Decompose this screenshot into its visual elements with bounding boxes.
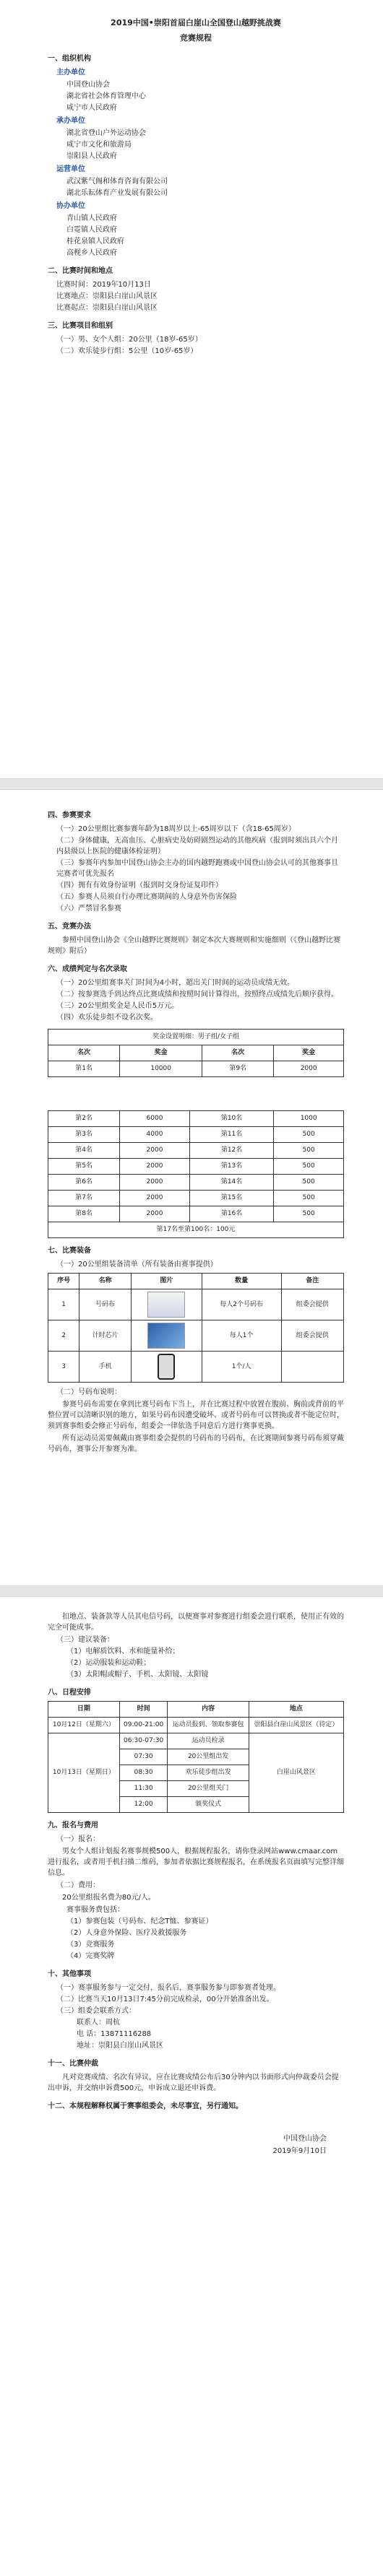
schedule-table <box>48 1701 344 1813</box>
prize-cell: 第4名 <box>48 1143 120 1159</box>
equipment-cell: 2 <box>48 1320 79 1352</box>
prize-row <box>48 1175 344 1191</box>
prize-cell: 第6名 <box>48 1175 120 1191</box>
operator-item: 湖北乐耘体育产业发展有限公司 <box>66 189 168 197</box>
equipment-cell <box>281 1352 343 1383</box>
signup-text: 男女个人组计划报名赛事规模500人，根据规程报名，请你登录网站www.cmaar.com进行报名，或者用手机扫描二维码，参加者依据比赛规程报名，在系统报名页面填写完整详细信息。 <box>48 1848 344 1877</box>
suggested-gear-item: （1）电解质饮料、水和能量补给； <box>66 1648 180 1655</box>
schedule-cell: 崇阳县白崖山风景区（待定） <box>249 1718 343 1733</box>
equipment-cell: 计时芯片 <box>79 1320 132 1352</box>
host-heading: 主办单位 <box>56 69 85 77</box>
prize-header: 奖金 <box>120 1045 202 1061</box>
prize-cell: 2000 <box>120 1159 190 1175</box>
prize-cell: 500 <box>274 1143 344 1159</box>
schedule-header: 内容 <box>168 1702 249 1718</box>
prize-cell: 4000 <box>120 1127 190 1143</box>
section-other: 十、其他事项 <box>48 1970 91 1978</box>
ranking-item: （二）按参赛选手到达终点比赛成绩和按照时间计算得出，按照终点成绩先后顺序获得。 <box>56 991 338 998</box>
schedule-cell: 12:00 <box>119 1797 168 1813</box>
prize-cell: 第1名 <box>48 1061 120 1077</box>
signature-date: 2019年9月10日 <box>272 2147 327 2155</box>
requirement-item: （一）20公里组比赛参赛年龄为18周岁以上-65周岁以下（含18-65周岁） <box>56 825 296 833</box>
schedule-cell: 白崖山风景区 <box>249 1733 343 1813</box>
prize-cell: 第5名 <box>48 1159 120 1175</box>
contact-person: 联系人：周杭 <box>77 2019 120 2027</box>
equipment-header: 图片 <box>132 1274 202 1289</box>
document-page-3 <box>25 1597 358 2453</box>
prize-row <box>48 1206 344 1222</box>
equipment-cell: 手机 <box>79 1352 132 1383</box>
other-item: （三）组委会联系方式： <box>56 2007 136 2015</box>
prize-table <box>48 1029 344 1077</box>
prize-cell: 2000 <box>120 1143 190 1159</box>
host-item: 中国登山协会 <box>66 81 110 89</box>
prize-header: 奖金 <box>274 1045 344 1061</box>
schedule-header: 时间 <box>119 1702 168 1718</box>
prize-cell: 10000 <box>120 1061 202 1077</box>
co-organizer-heading: 协办单位 <box>56 202 85 210</box>
schedule-cell: 运动员检录 <box>168 1733 249 1749</box>
requirement-item: （二）身体健康，无高血压、心脏病史及妨碍剧烈运动的其他疾病（报到时须出具六个月内县级以上医院的健康体检证明） <box>56 837 338 856</box>
section-rules: 五、竞赛办法 <box>48 923 91 931</box>
prize-cell: 第3名 <box>48 1127 120 1143</box>
bib-note-heading: （二）号码布说明： <box>56 1388 121 1396</box>
doc-subtitle: 竞赛规程 <box>180 33 212 43</box>
prize-cell: 2000 <box>120 1175 190 1191</box>
suggested-gear-item: （3）太阳帽或帽子、手机、太阳镜、太阳镜 <box>66 1671 209 1679</box>
prize-header: 名次 <box>202 1045 274 1061</box>
organizer-item: 咸宁市文化和旅游局 <box>66 141 132 149</box>
schedule-cell: 06:30-07:30 <box>119 1733 168 1749</box>
bib-note-text-2: 所有运动员需要佩戴由赛事组委会提供的号码布的号码布，在比赛期间参赛号码布须穿戴号码布，赛事公开参赛为准。 <box>48 1435 344 1453</box>
operator-heading: 运营单位 <box>56 165 85 173</box>
equipment-cell: 每人2个号码布 <box>202 1289 281 1320</box>
section-requirements: 四、参赛要求 <box>48 811 91 819</box>
equipment-cell: 组委会提供 <box>281 1289 343 1320</box>
schedule-cell: 07:30 <box>119 1749 168 1765</box>
fee-text: 20公里组报名费为80元/人。 <box>62 1894 155 1902</box>
requirement-item: （三）参赛年内参加中国登山协会主办的国内越野跑赛或中国登山协会认可的其他赛事且完赛者可优先报名 <box>56 859 338 878</box>
requirement-item: （五）参赛人员须自行办理比赛期间的人身意外伤害保险 <box>56 893 237 901</box>
schedule-cell: 10月13日（星期日） <box>48 1733 120 1813</box>
equipment-header: 备注 <box>281 1274 343 1289</box>
section-ranking: 六、成绩判定与名次录取 <box>48 965 127 973</box>
fee-item: （4）完赛奖牌 <box>66 1952 115 1960</box>
prize-cell: 第10名 <box>189 1111 273 1127</box>
prize-cell: 500 <box>274 1206 344 1222</box>
section-interpretation: 十二、本规程解释权属于赛事组委会，未尽事宜，另行通知。 <box>48 2102 243 2110</box>
contact-phone: 电 话：13871116288 <box>77 2030 152 2038</box>
prize-cell: 第2名 <box>48 1111 120 1127</box>
fee-item: （3）竞赛服务 <box>66 1941 115 1949</box>
bib-image <box>132 1289 202 1320</box>
phone-image <box>132 1352 202 1383</box>
equipment-row <box>48 1289 344 1320</box>
prize-cell: 第9名 <box>202 1061 274 1077</box>
ranking-item: （三）20公里组奖金是人民币5万元。 <box>56 1002 179 1010</box>
host-item: 湖北省社会体育管理中心 <box>66 92 146 100</box>
organizer-heading: 承办单位 <box>56 117 85 125</box>
section-events: 三、比赛项目和组别 <box>48 322 113 330</box>
operator-item: 武汉紫气阁和体育咨询有限公司 <box>66 178 168 186</box>
prize-cell: 500 <box>274 1127 344 1143</box>
page-separator <box>0 778 383 790</box>
race-place: 比赛地点：崇阳县白崖山风景区 <box>56 292 158 300</box>
equipment-cell: 1 <box>48 1289 79 1320</box>
prize-cell: 6000 <box>120 1111 190 1127</box>
prize-cell: 第8名 <box>48 1206 120 1222</box>
equipment-cell: 每人1个 <box>202 1320 281 1352</box>
prize-table-title: 奖金设置明细：男子组/女子组 <box>48 1030 344 1045</box>
fee-heading: （二）费用： <box>56 1881 100 1889</box>
prize-row <box>48 1143 344 1159</box>
schedule-cell: 08:30 <box>119 1765 168 1781</box>
requirement-item: （四）拥有有效身份证明（报到时交身份证复印件） <box>56 882 223 889</box>
prize-cell: 2000 <box>120 1206 190 1222</box>
equipment-table <box>48 1273 344 1383</box>
signup-heading: （一）报名： <box>56 1835 100 1843</box>
doc-title: 2019中国•崇阳首届白崖山全国登山越野挑战赛 <box>111 18 281 27</box>
prize-cell: 500 <box>274 1159 344 1175</box>
signature-org: 中国登山协会 <box>283 2135 327 2143</box>
equipment-row <box>48 1320 344 1352</box>
section-registration: 九、报名与费用 <box>48 1822 98 1829</box>
section-organizers: 一、组织机构 <box>48 55 91 63</box>
document-page-2 <box>25 790 358 1585</box>
contact-address: 地址：崇阳县白崖山风景区 <box>77 2042 163 2050</box>
organizer-item: 湖北省登山户外运动协会 <box>66 129 146 137</box>
equipment-intro: （一）20公里组装备清单（所有装备由赛事提供） <box>56 1261 218 1269</box>
schedule-cell: 运动员报到、领取参赛包 <box>168 1718 249 1733</box>
fee-item: 赛事服务费包括： <box>66 1906 124 1914</box>
prize-header: 名次 <box>48 1045 120 1061</box>
schedule-cell: 20公里组关门 <box>168 1781 249 1797</box>
arbitration-text: 凡对竞赛成绩、名次有异议，应在比赛成绩公布后30分钟内以书面形式向仲裁委员会提出申诉，并交纳申诉费500元，申诉成立退还申诉费。 <box>48 2074 339 2092</box>
schedule-row <box>48 1733 344 1749</box>
other-item: （一）赛事服务参与一定交付，报名后，赛事服务参与即参赛者处理。 <box>56 1984 280 1992</box>
section-schedule: 八、日程安排 <box>48 1689 91 1697</box>
prize-row <box>48 1191 344 1206</box>
schedule-row <box>48 1718 344 1733</box>
suggested-gear-heading: （三）建议装备： <box>56 1636 114 1644</box>
prize-row <box>48 1061 344 1077</box>
document-page-1 <box>25 0 358 778</box>
section-arbitration: 十一、比赛仲裁 <box>48 2060 98 2068</box>
prize-total: 第17名至第100名：100元 <box>48 1222 344 1238</box>
prize-row <box>48 1127 344 1143</box>
co-organizer-item: 白霓镇人民政府 <box>66 226 117 234</box>
page-separator <box>0 1585 383 1597</box>
other-item: （二）比赛当天10月13日7:45分前完成检录，00分开始准备出发。 <box>56 1996 274 2003</box>
co-organizer-item: 青山镇人民政府 <box>66 214 117 222</box>
schedule-header: 日期 <box>48 1702 120 1718</box>
schedule-cell: 11:30 <box>119 1781 168 1797</box>
co-organizer-item: 桂花泉镇人民政府 <box>66 238 124 245</box>
chip-image <box>132 1320 202 1352</box>
equipment-row <box>48 1352 344 1383</box>
prize-cell: 500 <box>274 1175 344 1191</box>
prize-cell: 第14名 <box>189 1175 273 1191</box>
schedule-cell: 20公里组出发 <box>168 1749 249 1765</box>
ranking-item: （一）20公里组赛事关门时间为4小时，超出关门时间的运动员成绩无效。 <box>56 979 295 987</box>
prize-cell: 1000 <box>274 1111 344 1127</box>
equipment-header: 名称 <box>79 1274 132 1289</box>
equipment-cell: 1个/人 <box>202 1352 281 1383</box>
bib-note-text-3: 扣地点、装备款等人员其电信号码，以便赛事对参赛进行组委会进行联系，使用正有效的完全可能成事。 <box>48 1613 344 1632</box>
equipment-cell: 组委会提供 <box>281 1320 343 1352</box>
schedule-cell: 09:00-21:00 <box>119 1718 168 1733</box>
schedule-header: 地点 <box>249 1702 343 1718</box>
prize-cell: 第15名 <box>189 1191 273 1206</box>
equipment-header: 序号 <box>48 1274 79 1289</box>
section-equipment: 七、比赛装备 <box>48 1247 91 1255</box>
event-item: （一）男、女个人组：20公里（18岁-65岁） <box>56 336 202 344</box>
prize-cell: 第11名 <box>189 1127 273 1143</box>
prize-cell: 2000 <box>120 1191 190 1206</box>
prize-cell: 第12名 <box>189 1143 273 1159</box>
equipment-cell: 号码布 <box>79 1289 132 1320</box>
requirement-item: （六）严禁冒名参赛 <box>56 905 121 913</box>
schedule-cell: 欢乐徒步组出发 <box>168 1765 249 1781</box>
equipment-header: 数量 <box>202 1274 281 1289</box>
prize-row <box>48 1159 344 1175</box>
suggested-gear-item: （2）运动服装和运动鞋； <box>66 1659 151 1667</box>
prize-cell: 第7名 <box>48 1191 120 1206</box>
bib-note-text: 参赛号码布需要在拿到比赛号码布下当上，并在比赛过程中放置在腹前、胸前或背前的平整位置可以清晰识别的地方，如果号码布因遭受破坏、或者号码布可以替换或者不能定位时，须到赛事组委会修正号码布，组委会一律依选手同意后方进行赛事更换。 <box>48 1401 344 1430</box>
race-time: 比赛时间：2019年10月13日 <box>56 281 151 289</box>
prize-table-continued <box>48 1110 344 1238</box>
co-organizer-item: 高枧乡人民政府 <box>66 249 117 257</box>
event-item: （二）欢乐徒步行组：5公里（10岁-65岁） <box>56 347 198 355</box>
host-item: 咸宁市人民政府 <box>66 104 117 112</box>
fee-item: （2）人身意外保险、医疗及救援服务 <box>66 1929 187 1937</box>
prize-row <box>48 1111 344 1127</box>
prize-cell: 第13名 <box>189 1159 273 1175</box>
prize-cell: 2000 <box>274 1061 344 1077</box>
equipment-cell: 3 <box>48 1352 79 1383</box>
schedule-cell: 颁奖仪式 <box>168 1797 249 1813</box>
schedule-cell: 10月12日（星期六） <box>48 1718 120 1733</box>
prize-cell: 500 <box>274 1191 344 1206</box>
race-start: 比赛起点：崇阳县白崖山风景区 <box>56 304 158 312</box>
fee-item: （1）参赛包装（号码布、纪念T恤、参赛证） <box>66 1918 213 1926</box>
section-time-place: 二、比赛时间和地点 <box>48 267 113 275</box>
prize-cell: 第16名 <box>189 1206 273 1222</box>
organizer-item: 崇阳县人民政府 <box>66 152 117 160</box>
ranking-item: （四）欢乐徒步组不设名次奖。 <box>56 1014 158 1022</box>
rules-text: 参照中国登山协会《全山越野比赛规则》制定本次大赛规则和实施细则（《登山越野比赛规则》附后） <box>48 936 340 955</box>
